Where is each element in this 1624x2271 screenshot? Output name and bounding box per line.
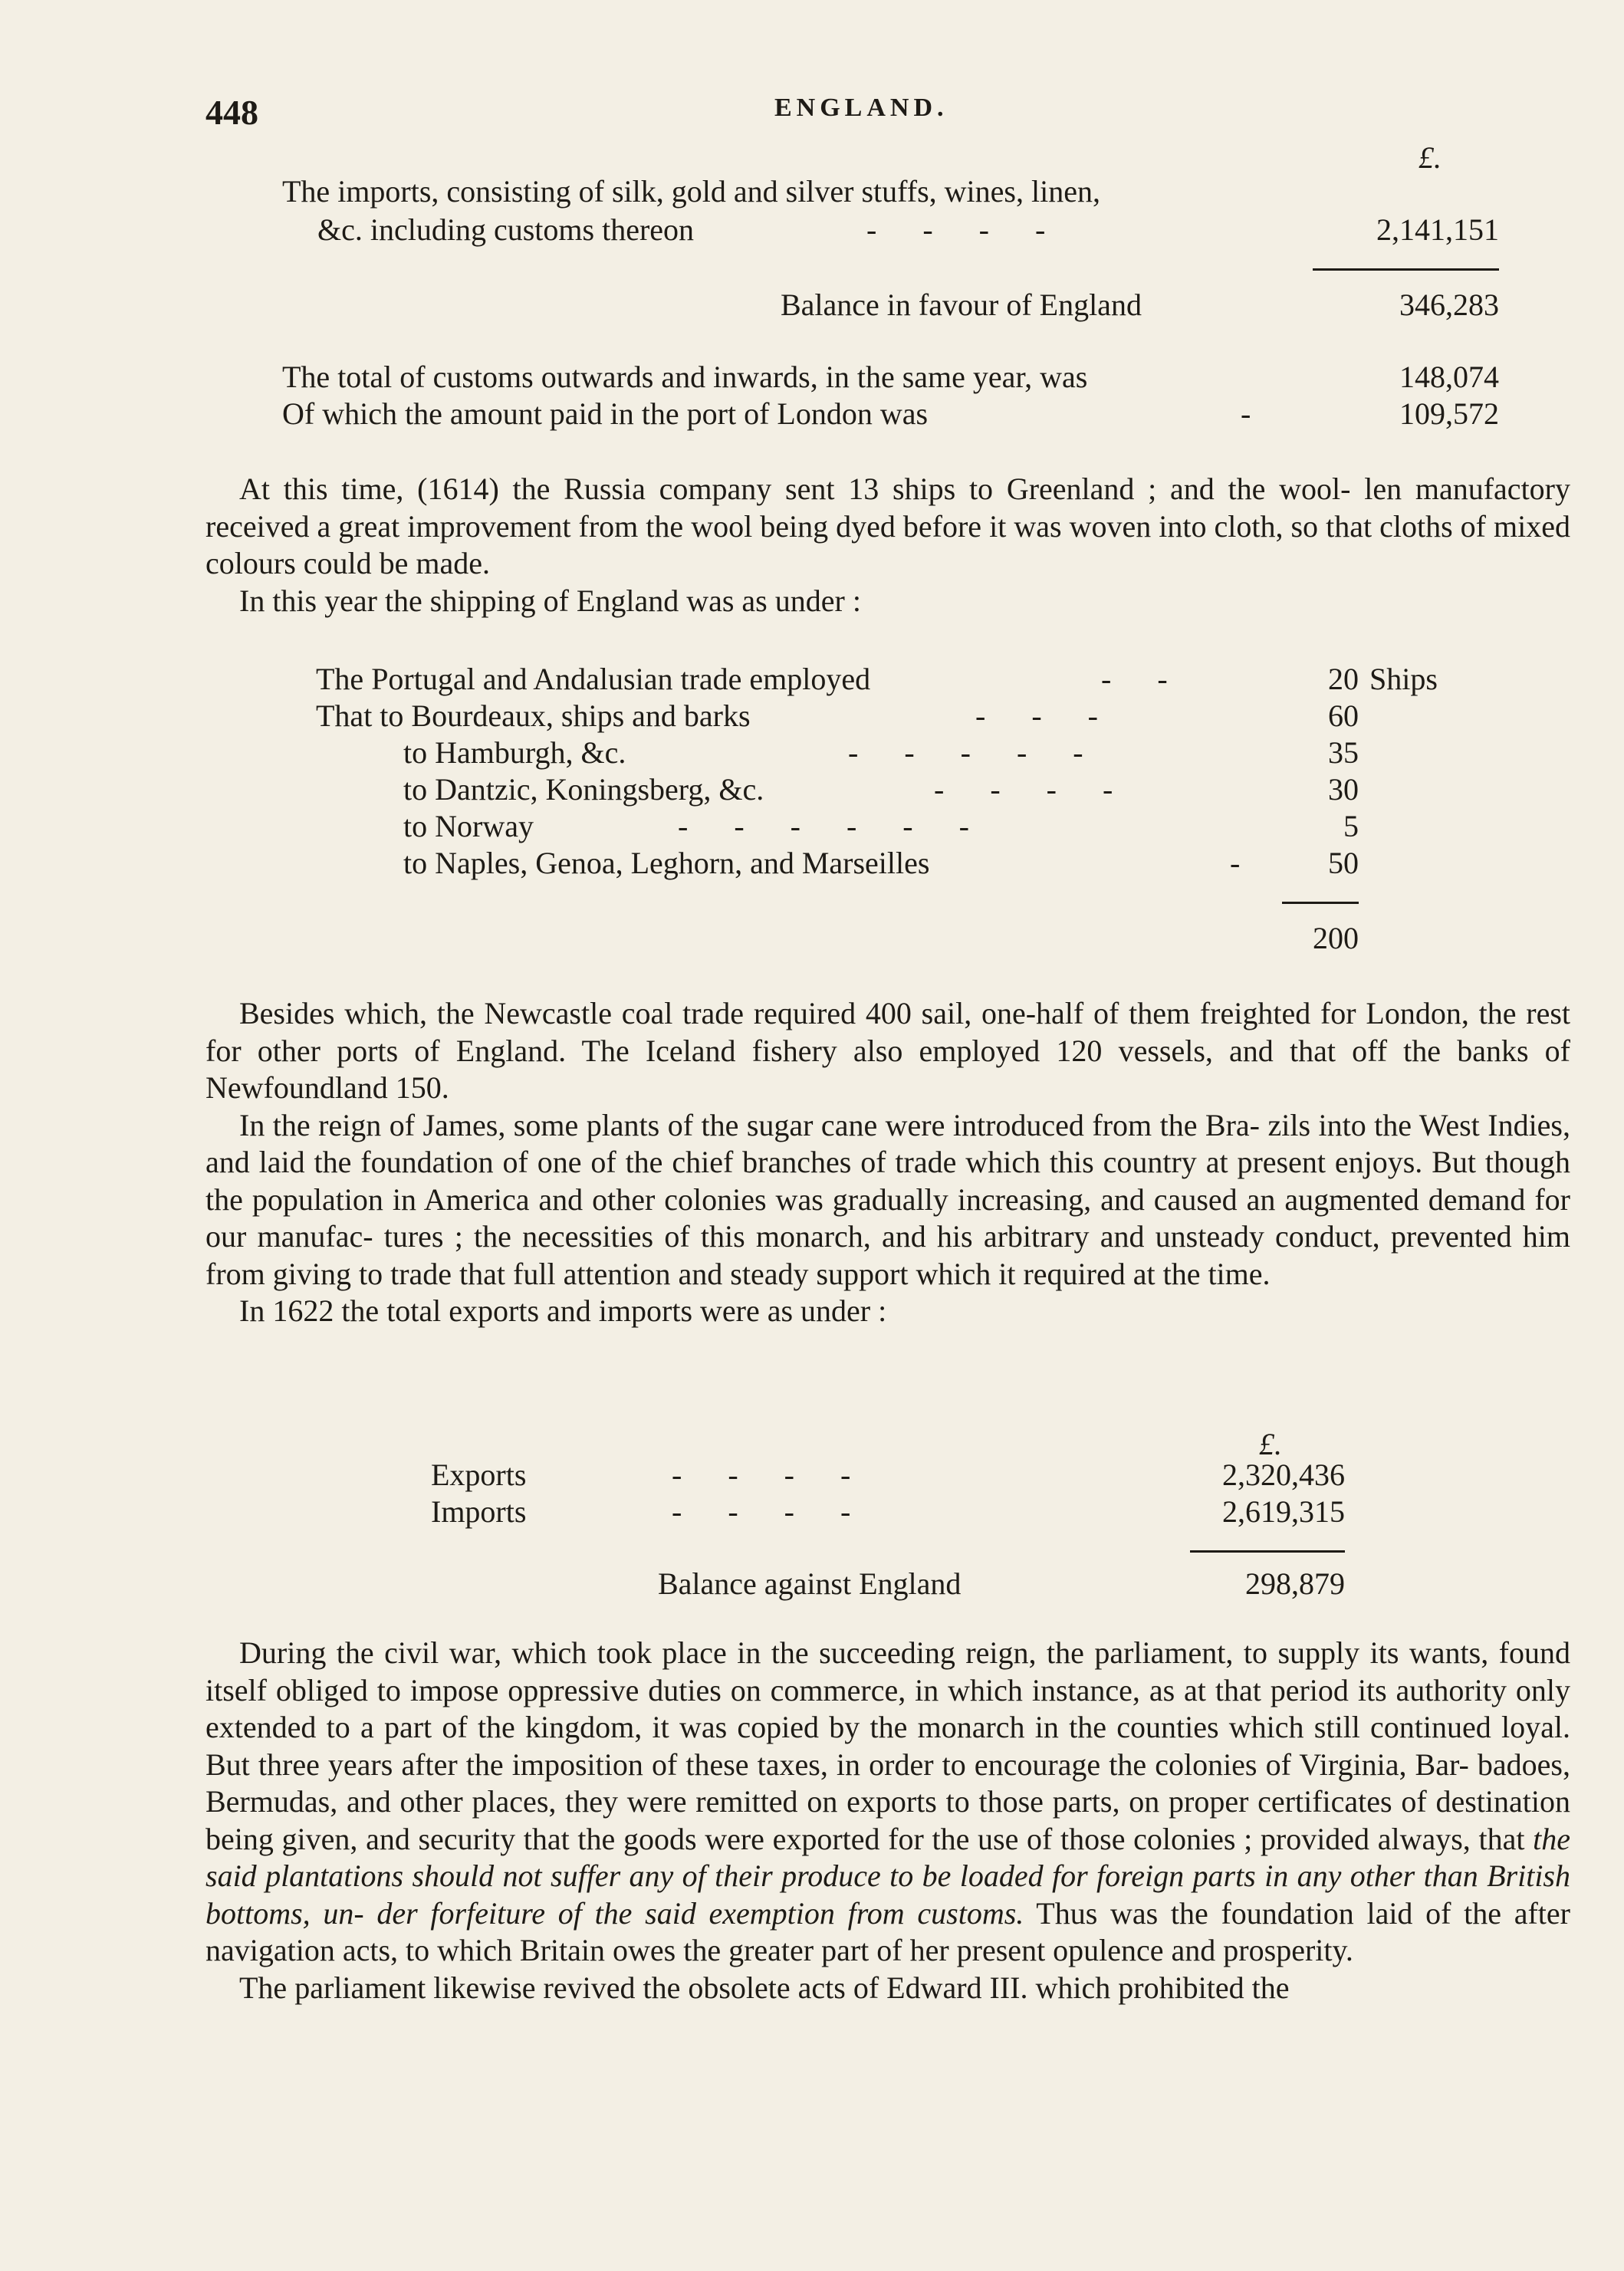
paragraph-1614-text: At this time, (1614) the Russia company sent 13 ships to Greenland ; and the wool- len manufactory received a great improvement from the wool being dyed before it was woven into cloth, so that cloths of mixed colours could be made. (205, 472, 1570, 580)
london-customs-label: Of which the amount paid in the port of London was (282, 396, 929, 431)
shipping-row-dashes: - - (1101, 662, 1168, 696)
shipping-row-value: 20 (1328, 662, 1359, 696)
imports-leader-dashes: - - - - (866, 212, 1046, 247)
balance-against-label: Balance against England (658, 1566, 962, 1601)
paragraph-newcastle: Besides which, the Newcastle coal trade required 400 sail, one-half of them freighted for London, the rest for other ports of England. The Iceland fishery also employed 120 vessels, and that off the banks of Newfoundland 150. (205, 996, 1570, 1105)
imports-label-line2: &c. including customs thereon (317, 212, 695, 247)
shipping-row-value: 60 (1328, 698, 1359, 733)
shipping-row-label: to Hamburgh, &c. (403, 735, 626, 770)
london-customs-value: 109,572 (1399, 396, 1499, 431)
london-leader-dash: - (1241, 396, 1251, 431)
imports-label-line1: The imports, consisting of silk, gold and silver stuffs, wines, linen, (282, 174, 1100, 209)
customs-total-label: The total of customs outwards and inwards, in the same year, was (282, 360, 1088, 394)
sum-rule-1622 (1190, 1550, 1345, 1553)
shipping-row-dashes: - - - - - (848, 735, 1083, 770)
shipping-row-label: The Portugal and Andalusian trade employed (316, 662, 871, 696)
exports-label: Exports (431, 1458, 527, 1492)
civil-war-text-a: During the civil war, which took place in the succeeding reign, the parliament, to supply its wants, found itself obliged to impose oppressive duties on commerce, in which instance, as at that period its authority only extended to a part of the kingdom, it was copied by the monarch in the counties which still continued loyal. But three years after the imposition of these taxes, in order to encourage the colonies of Virginia, Bar- badoes, Bermudas, and other places, they were remitted on exports to those parts, on proper certificates of destination being given, and security that the goods were exported for the use of those colonies ; provided always, that (205, 1635, 1570, 1856)
imports-1622-value: 2,619,315 (1222, 1494, 1345, 1529)
paragraph-parliament: The parliament likewise revived the obsolete acts of Edward III. which prohibited the (239, 1970, 1290, 2005)
running-head: ENGLAND. (774, 94, 948, 122)
paragraph-1622-intro: In 1622 the total exports and imports were as under : (239, 1293, 887, 1328)
shipping-row-label: to Dantzic, Koningsberg, &c. (403, 772, 764, 807)
shipping-row-value: 5 (1343, 809, 1359, 843)
imports-1622-leader-dashes: - - - - (672, 1494, 851, 1529)
paragraph-james: In the reign of James, some plants of the sugar cane were introduced from the Bra- zils into the West Indies, and laid the foundation of one of the chief branches of trade which this country at present enjoys. But though the population in America and other colonies was gradually increasing, and caused an augmented demand for our manufac- tures ; the necessities of this monarch, and his arbitrary and unsteady conduct, prevented him from giving to trade that full attention and steady support which it required at the time. (205, 1107, 1570, 1291)
paragraph-civil-war (205, 1635, 1570, 2006)
civil-war-italic-proviso: the said plantations should not suffer any of their produce to be loaded for foreign parts in any other than British bottoms, un- der forfeiture of the said exemption from customs. (205, 1821, 1570, 1931)
shipping-row-label: to Norway (403, 809, 534, 843)
imports-value: 2,141,151 (1376, 212, 1499, 247)
balance-against-value: 298,879 (1245, 1566, 1345, 1601)
page-number: 448 (205, 93, 258, 132)
shipping-total: 200 (1313, 921, 1359, 955)
shipping-row-value: 50 (1328, 846, 1359, 880)
shipping-sum-rule (1282, 902, 1359, 904)
currency-heading-1622: £. (1259, 1427, 1282, 1461)
balance-favour-value: 346,283 (1399, 288, 1499, 322)
exports-leader-dashes: - - - - (672, 1458, 851, 1492)
paragraph-1614 (205, 471, 1570, 620)
shipping-row-label: That to Bourdeaux, ships and barks (316, 698, 751, 733)
shipping-unit: Ships (1369, 662, 1438, 696)
shipping-row-dashes: - (1230, 846, 1241, 880)
paragraph-civil-war-text (205, 1635, 1570, 1970)
shipping-row-dashes: - - - (975, 698, 1098, 733)
shipping-row-value: 30 (1328, 772, 1359, 807)
shipping-row-value: 35 (1328, 735, 1359, 770)
balance-favour-label: Balance in favour of England (781, 288, 1142, 322)
customs-total-value: 148,074 (1399, 360, 1499, 394)
paragraph-besides (205, 995, 1570, 1330)
civil-war-text-b: Thus was the foundation laid of the after navigation acts, to which Britain owes the greater part of her present opulence and prosperity. (205, 1895, 1570, 1967)
shipping-row-label: to Naples, Genoa, Leghorn, and Marseilles (403, 846, 930, 880)
exports-value: 2,320,436 (1222, 1458, 1345, 1492)
currency-heading: £. (1419, 140, 1442, 175)
paragraph-1614-intro: In this year the shipping of England was as under : (239, 583, 861, 618)
shipping-row-dashes: - - - - - - (678, 809, 969, 843)
imports-1622-label: Imports (431, 1494, 527, 1529)
shipping-row-dashes: - - - - (934, 772, 1113, 807)
sum-rule (1313, 268, 1499, 271)
